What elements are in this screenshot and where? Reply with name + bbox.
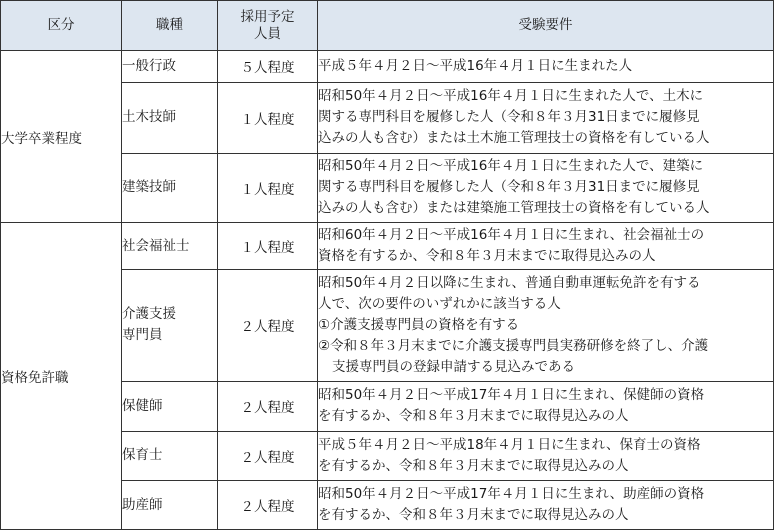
requirement-line: 昭和50年４月２日〜平成16年４月１日に生まれた人で、建築に [318, 158, 704, 175]
requirement-line: 関する専門科目を履修した人（令和８年３月31日までに履修見 [318, 109, 700, 126]
requirement-line: 昭和50年４月２日〜平成17年４月１日に生まれ、保健師の資格 [318, 387, 705, 404]
header-row [1, 1, 774, 51]
job-cell [122, 269, 218, 381]
requirements-cell [318, 269, 774, 381]
job-title-line: 建築技師 [122, 179, 176, 196]
job-cell [122, 153, 218, 223]
planned-hires-cell: ２人程度 [218, 381, 318, 431]
requirement-line: 資格を有するか、令和８年３月末までに取得見込みの人 [318, 248, 656, 265]
requirement-line: 支援専門員の登録申請する見込みである [332, 358, 575, 375]
job-cell [122, 431, 218, 481]
requirements-cell [318, 82, 774, 153]
requirement-line: 昭和50年４月２日〜平成17年４月１日に生まれ、助産師の資格 [318, 486, 705, 503]
job-title-line: 土木技師 [122, 109, 176, 126]
requirements-cell [318, 153, 774, 223]
planned-hires-cell: ２人程度 [218, 269, 318, 381]
header-division: 区分 [1, 1, 122, 51]
job-title-line: 保育士 [122, 447, 163, 464]
job-cell [122, 381, 218, 431]
requirement-line: ①介護支援専門員の資格を有する [318, 316, 520, 333]
planned-hires-cell: １人程度 [218, 153, 318, 223]
header-planned-hires-line1: 採用予定 [240, 8, 295, 25]
category-cell: 資格免許職 [1, 223, 122, 530]
planned-hires-cell: １人程度 [218, 82, 318, 153]
planned-hires-cell: ５人程度 [218, 51, 318, 83]
header-requirements: 受験要件 [318, 1, 774, 51]
requirements-cell [318, 481, 774, 530]
job-title-line: 介護支援 [122, 306, 176, 323]
job-cell [122, 481, 218, 530]
requirement-line: 関する専門科目を履修した人（令和８年３月31日までに履修見 [318, 179, 700, 196]
requirements-cell [318, 51, 774, 83]
job-title-line: 助産師 [122, 496, 163, 513]
requirement-line: 平成５年４月２日〜平成16年４月１日に生まれた人 [318, 57, 633, 74]
requirement-line: 込みの人も含む）または建築施工管理技士の資格を有している人 [318, 200, 710, 217]
header-planned-hires [218, 1, 318, 51]
requirement-line: 昭和50年４月２日〜平成16年４月１日に生まれた人で、土木に [318, 88, 704, 105]
table-row [1, 51, 774, 83]
requirement-line: 昭和60年４月２日〜平成16年４月１日に生まれ、社会福祉士の [318, 227, 705, 244]
planned-hires-cell: １人程度 [218, 223, 318, 270]
requirements-cell [318, 381, 774, 431]
table-body [1, 51, 774, 530]
job-title-line: 専門員 [122, 327, 163, 344]
job-title-line: 社会福祉士 [122, 237, 190, 254]
requirement-line: を有するか、令和８年３月末までに取得見込みの人 [318, 507, 629, 524]
requirements-cell [318, 223, 774, 270]
planned-hires-cell: ２人程度 [218, 431, 318, 481]
job-cell [122, 82, 218, 153]
category-cell: 大学卒業程度 [1, 51, 122, 223]
requirement-line: を有するか、令和８年３月末までに取得見込みの人 [318, 408, 629, 425]
job-cell [122, 223, 218, 270]
requirement-line: 人で、次の要件のいずれかに該当する人 [318, 295, 561, 312]
requirement-line: 平成５年４月２日〜平成18年４月１日に生まれ、保育士の資格 [318, 436, 701, 453]
requirements-cell [318, 431, 774, 481]
requirement-line: 込みの人も含む）または土木施工管理技士の資格を有している人 [318, 130, 710, 147]
header-job: 職種 [122, 1, 218, 51]
requirement-line: ②令和８年３月末までに介護支援専門員実務研修を終了し、介護 [318, 337, 709, 354]
requirement-line: を有するか、令和８年３月末までに取得見込みの人 [318, 457, 629, 474]
header-planned-hires-line2: 人員 [254, 25, 281, 42]
table-row [1, 223, 774, 270]
requirement-line: 昭和50年４月２日以降に生まれ、普通自動車運転免許を有する [318, 274, 701, 291]
job-cell [122, 51, 218, 83]
job-title-line: 一般行政 [122, 57, 176, 74]
job-title-line: 保健師 [122, 397, 163, 414]
planned-hires-cell: ２人程度 [218, 481, 318, 530]
